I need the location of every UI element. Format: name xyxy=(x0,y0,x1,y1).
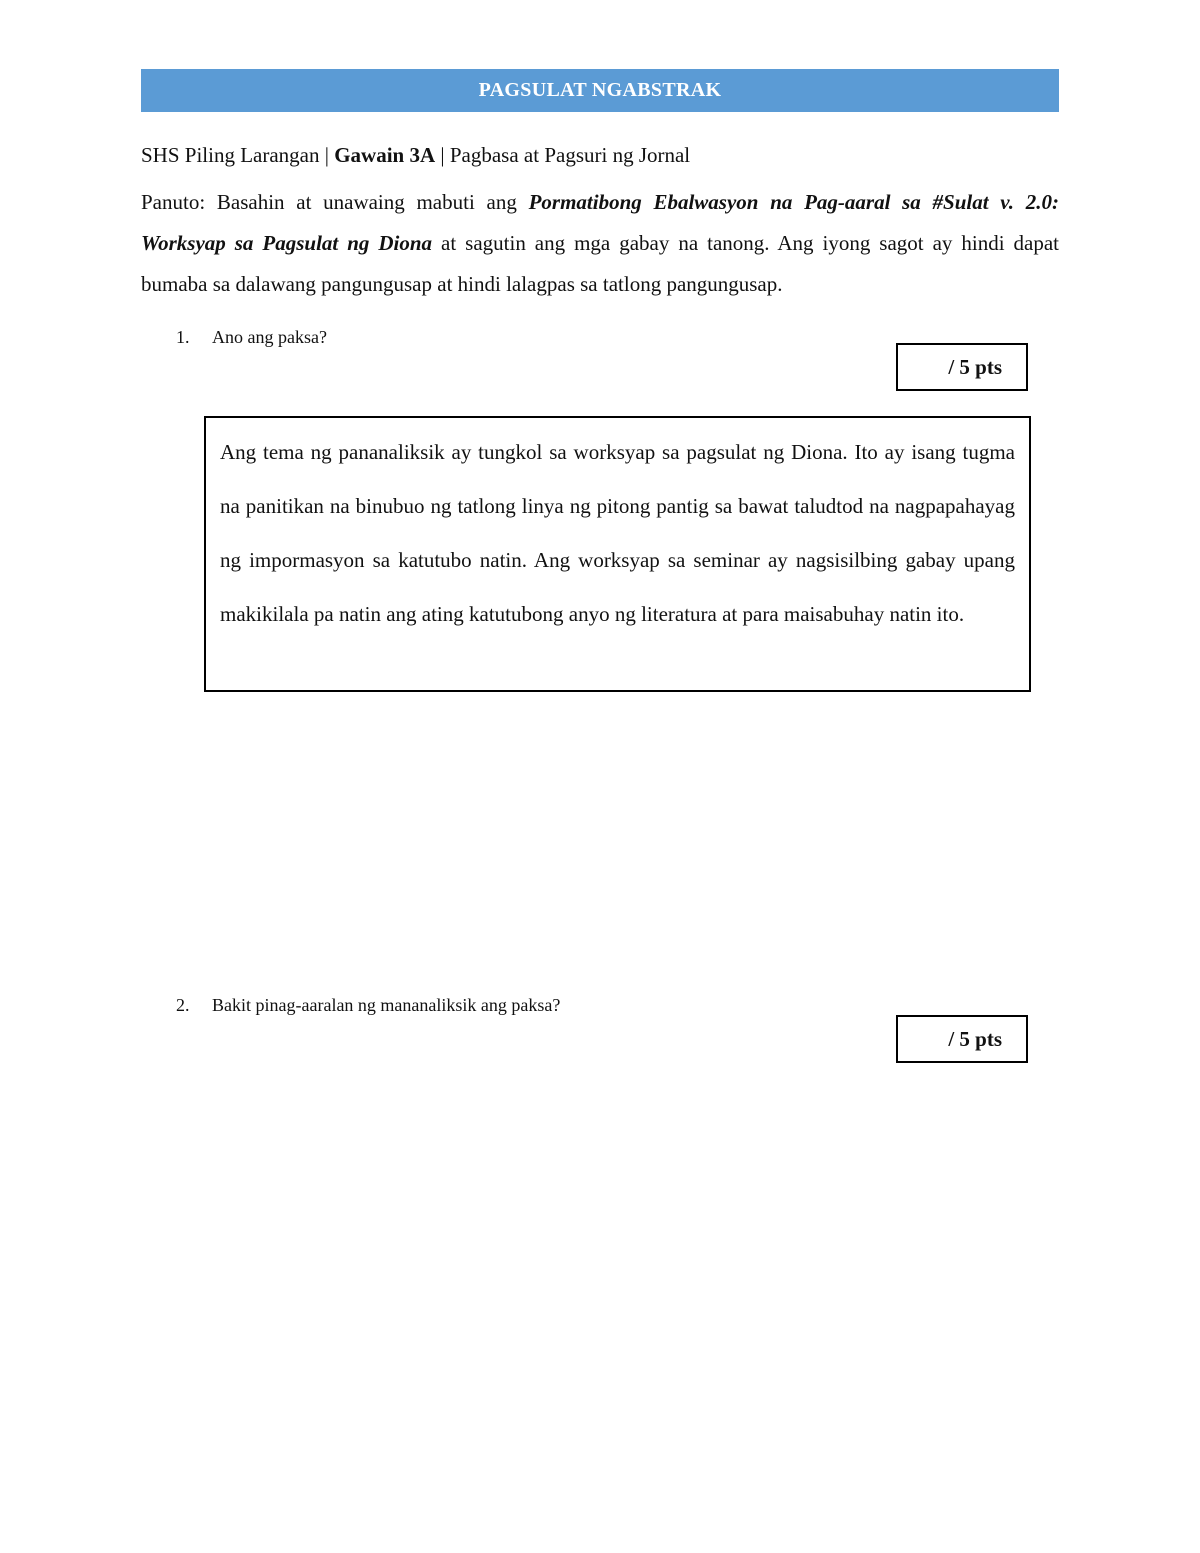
question-text: Bakit pinag-aaralan ng mananaliksik ang paksa? xyxy=(212,995,561,1015)
score-box-1 xyxy=(896,343,1028,391)
activity-label: Gawain 3A xyxy=(334,143,436,167)
instructions-paragraph xyxy=(141,182,1059,305)
answer-text: Ang tema ng pananaliksik ay tungkol sa worksyap sa pagsulat ng Diona. Ito ay isang tugma na panitikan na binubuo ng tatlong linya ng pitong pantig sa bawat taludtod na nagpapahayag ng impormasyon sa katutubo natin. Ang worksyap sa seminar ay nagsisilbing gabay upang makikilala pa natin ang ating katutubong anyo ng literatura at para maisabuhay natin ito. xyxy=(220,440,1015,626)
topic-label: | Pagbasa at Pagsuri ng Jornal xyxy=(440,143,691,167)
question-number: 1. xyxy=(176,327,190,347)
course-label: SHS Piling Larangan | xyxy=(141,143,329,167)
question-number: 2. xyxy=(176,995,190,1015)
instructions-lead: Panuto: Basahin at unawaing mabuti ang xyxy=(141,190,517,214)
question-2 xyxy=(176,995,560,1016)
instructions-rest: at sagutin ang mga gabay na tanong. Ang iyong sagot ay hindi dapat bumaba sa dalawang pangungusap at hindi lalagpas sa tatlong pangungusap. xyxy=(141,231,1060,296)
question-text: Ano ang paksa? xyxy=(212,327,327,347)
score-label: / 5 pts xyxy=(948,1026,1002,1051)
question-1 xyxy=(176,327,327,348)
score-box-2 xyxy=(896,1015,1028,1063)
header-bar xyxy=(141,69,1059,112)
page-title: PAGSULAT NGABSTRAK xyxy=(478,79,722,101)
course-info-line xyxy=(141,143,690,168)
score-label: / 5 pts xyxy=(948,354,1002,379)
answer-box-1[interactable] xyxy=(204,416,1031,692)
instructions-article-title: Pormatibong Ebalwasyon na Pag-aaral sa #Sulat v. 2.0: Worksyap sa Pagsulat ng Diona xyxy=(141,190,1059,255)
